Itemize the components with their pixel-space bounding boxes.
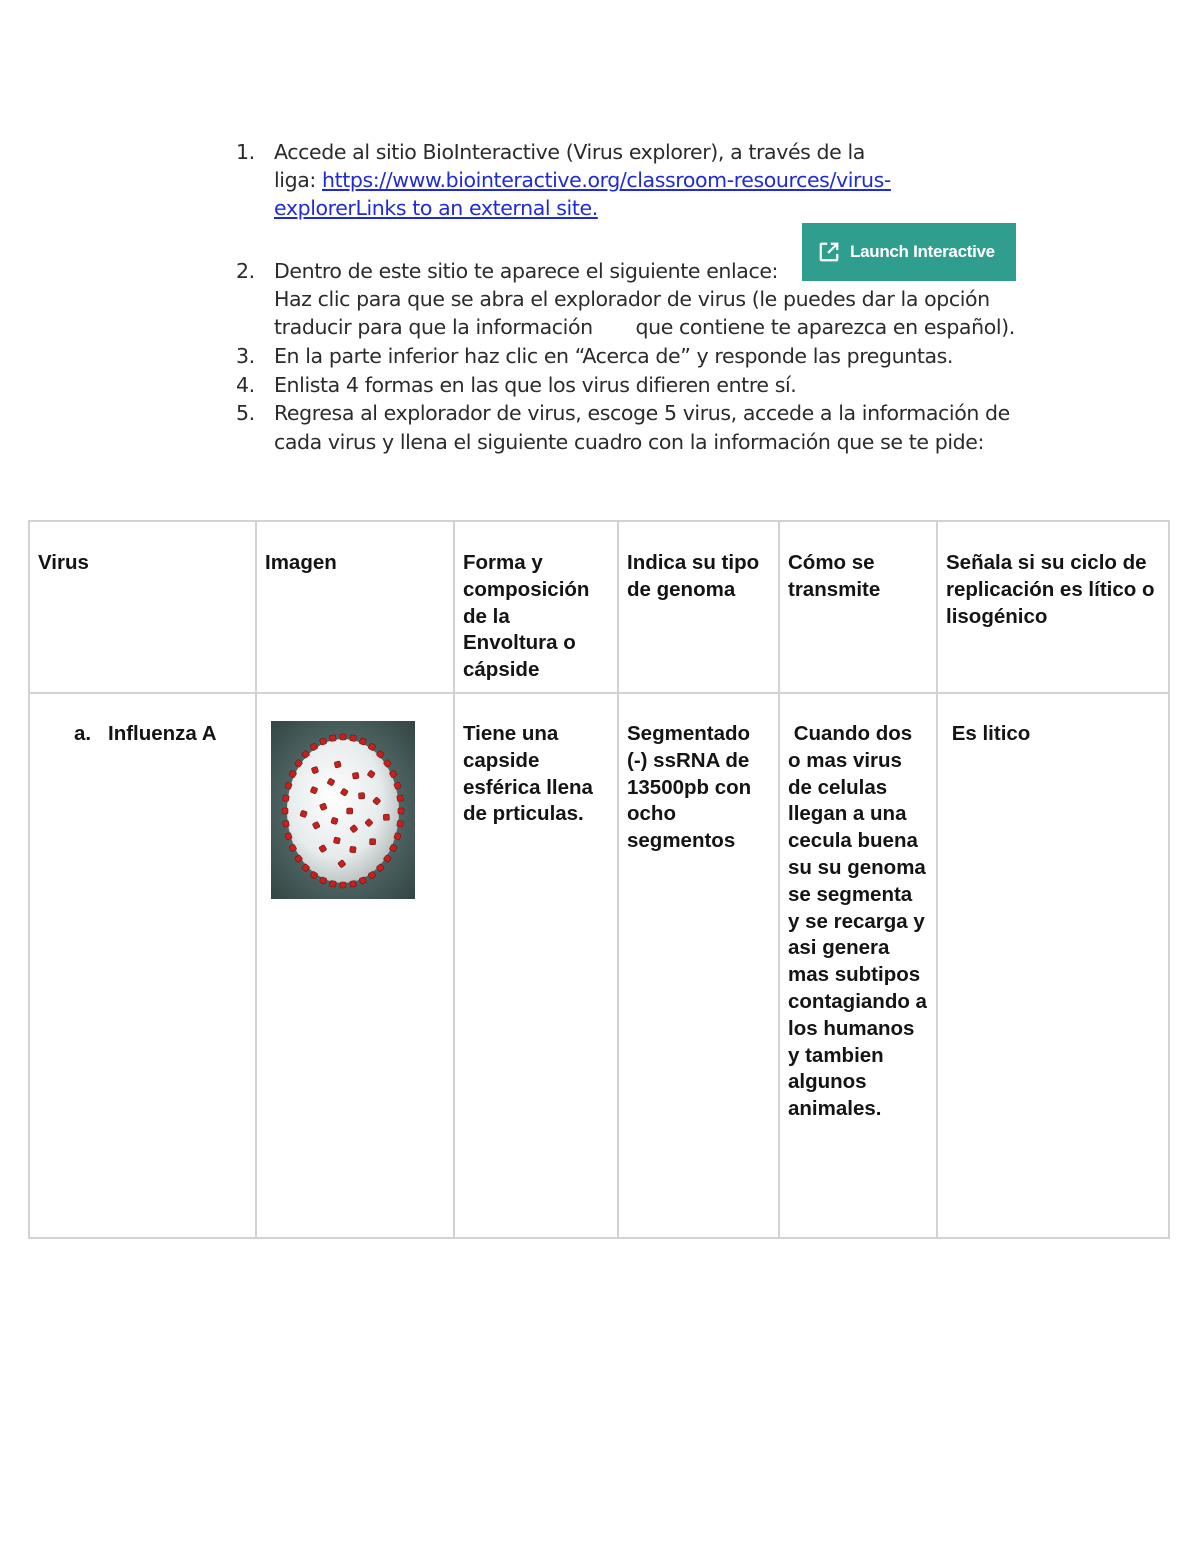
- instruction-text: Regresa al explorador de virus, escoge 5 virus, accede a la información de: [274, 401, 1010, 425]
- virus-table: [28, 520, 1170, 1239]
- instruction-text: En la parte inferior haz clic en “Acerca de” y responde las preguntas.: [274, 344, 954, 368]
- header-imagen: Imagen: [256, 521, 454, 693]
- instruction-text: Accede al sitio BioInteractive (Virus explorer), a través de la: [274, 140, 865, 164]
- external-link-icon: [818, 241, 840, 263]
- launch-interactive-button[interactable]: [802, 223, 1016, 281]
- instruction-number: 4.: [236, 373, 255, 397]
- instruction-number: 5.: [236, 401, 255, 425]
- header-forma: Forma y composición de la Envoltura o cápside: [454, 521, 618, 693]
- liga-prefix: liga:: [274, 168, 322, 192]
- cell-genoma: Segmentado (-) ssRNA de 13500pb con ocho segmentos: [618, 693, 779, 1238]
- instruction-text-line3: traducir para que la información que contiene te aparezca en español).: [274, 315, 1015, 339]
- table-row: [29, 693, 1169, 1238]
- cell-transmite: Cuando dos o mas virus de celulas llegan a una cecula buena su su genoma se segmenta y se recarga y asi genera mas subtipos contagiando a los humanos y tambien algunos animales.: [779, 693, 937, 1238]
- table-header-row: [29, 521, 1169, 693]
- instruction-text-line2: [274, 168, 891, 192]
- cell-virus: [29, 693, 256, 1238]
- virus-name: Influenza A: [108, 722, 217, 745]
- instruction-text-line2: Haz clic para que se abra el explorador de virus (le puedes dar la opción: [274, 287, 990, 311]
- instruction-text-line3: [274, 196, 598, 220]
- header-transmite: Cómo se transmite: [779, 521, 937, 693]
- biointeractive-link-continued[interactable]: explorerLinks to an external site.: [274, 196, 598, 220]
- instruction-text: Enlista 4 formas en las que los virus difieren entre sí.: [274, 373, 797, 397]
- launch-interactive-label: Launch Interactive: [850, 242, 995, 261]
- biointeractive-link[interactable]: https://www.biointeractive.org/classroom-resources/virus-: [322, 168, 891, 192]
- header-ciclo: Señala si su ciclo de replicación es lítico o lisogénico: [937, 521, 1169, 693]
- instruction-text-line2: cada virus y llena el siguiente cuadro con la información que se te pide:: [274, 430, 984, 454]
- instruction-number: 2.: [236, 259, 255, 283]
- influenza-virus-image: [271, 721, 415, 899]
- cell-forma: Tiene una capside esférica llena de prticulas.: [454, 693, 618, 1238]
- instruction-number: 1.: [236, 140, 255, 164]
- row-letter: a.: [74, 722, 92, 745]
- header-virus: Virus: [29, 521, 256, 693]
- header-genoma: Indica su tipo de genoma: [618, 521, 779, 693]
- instruction-number: 3.: [236, 344, 255, 368]
- cell-imagen: [256, 693, 454, 1238]
- instruction-text-part: Dentro de este sitio te aparece el siguiente enlace:: [274, 259, 779, 283]
- cell-ciclo: Es litico: [937, 693, 1169, 1238]
